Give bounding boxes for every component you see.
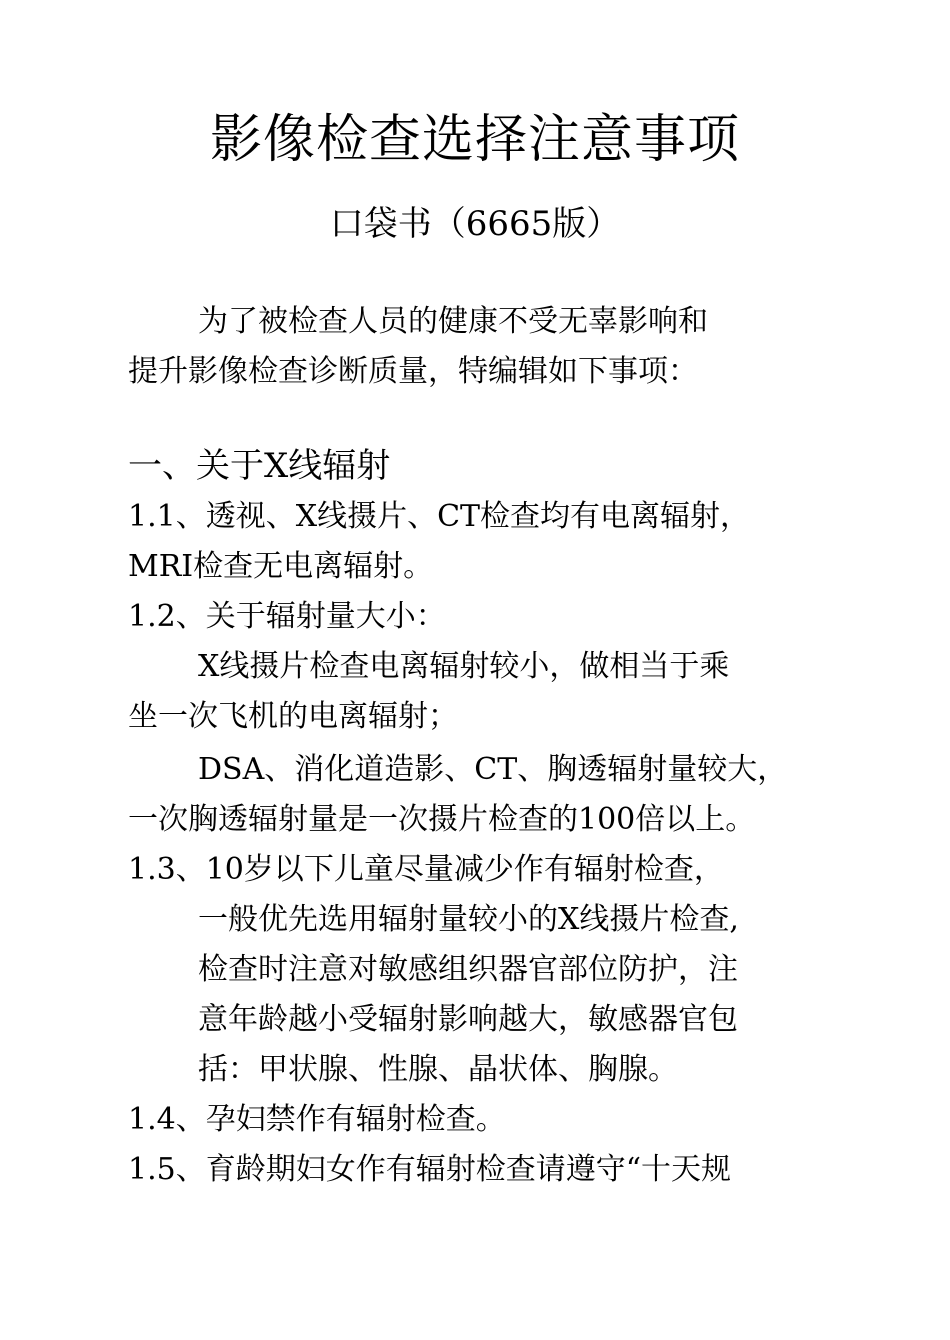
body-line: 1.2、关于辐射量大小：	[128, 599, 446, 634]
body-line: 一般优先选用辐射量较小的X线摄片检查,	[198, 902, 739, 937]
body-line: 一次胸透辐射量是一次摄片检查的100倍以上。	[128, 802, 756, 837]
body-line: 1.4、孕妇禁作有辐射检查。	[128, 1102, 506, 1137]
body-line: 检查时注意对敏感组织器官部位防护，注	[198, 952, 738, 987]
body-line: 1.1、透视、X线摄片、CT检查均有电离辐射，	[128, 499, 751, 534]
body-line: 坐一次飞机的电离辐射；	[128, 699, 458, 734]
body-line: 括：甲状腺、性腺、晶状体、胸腺。	[198, 1052, 678, 1087]
body-line: 1.5、育龄期妇女作有辐射检查请遵守“十天规	[128, 1152, 732, 1187]
body-line: 1.3、10岁以下儿童尽量减少作有辐射检查，	[128, 852, 724, 887]
body-line: 意年龄越小受辐射影响越大，敏感器官包	[198, 1002, 738, 1037]
document-subtitle: 口袋书（6665版）	[329, 204, 621, 244]
intro-line: 提升影像检查诊断质量，特编辑如下事项：	[128, 354, 698, 389]
body-line: X线摄片检查电离辐射较小，做相当于乘	[198, 649, 730, 684]
document-title: 影像检查选择注意事项	[209, 110, 740, 170]
intro-line: 为了被检查人员的健康不受无辜影响和	[198, 304, 708, 339]
body-line: DSA、消化道造影、CT、胸透辐射量较大，	[198, 752, 788, 787]
body-line: MRI检查无电离辐射。	[128, 549, 434, 584]
section-heading: 一、关于X线辐射	[128, 446, 391, 486]
